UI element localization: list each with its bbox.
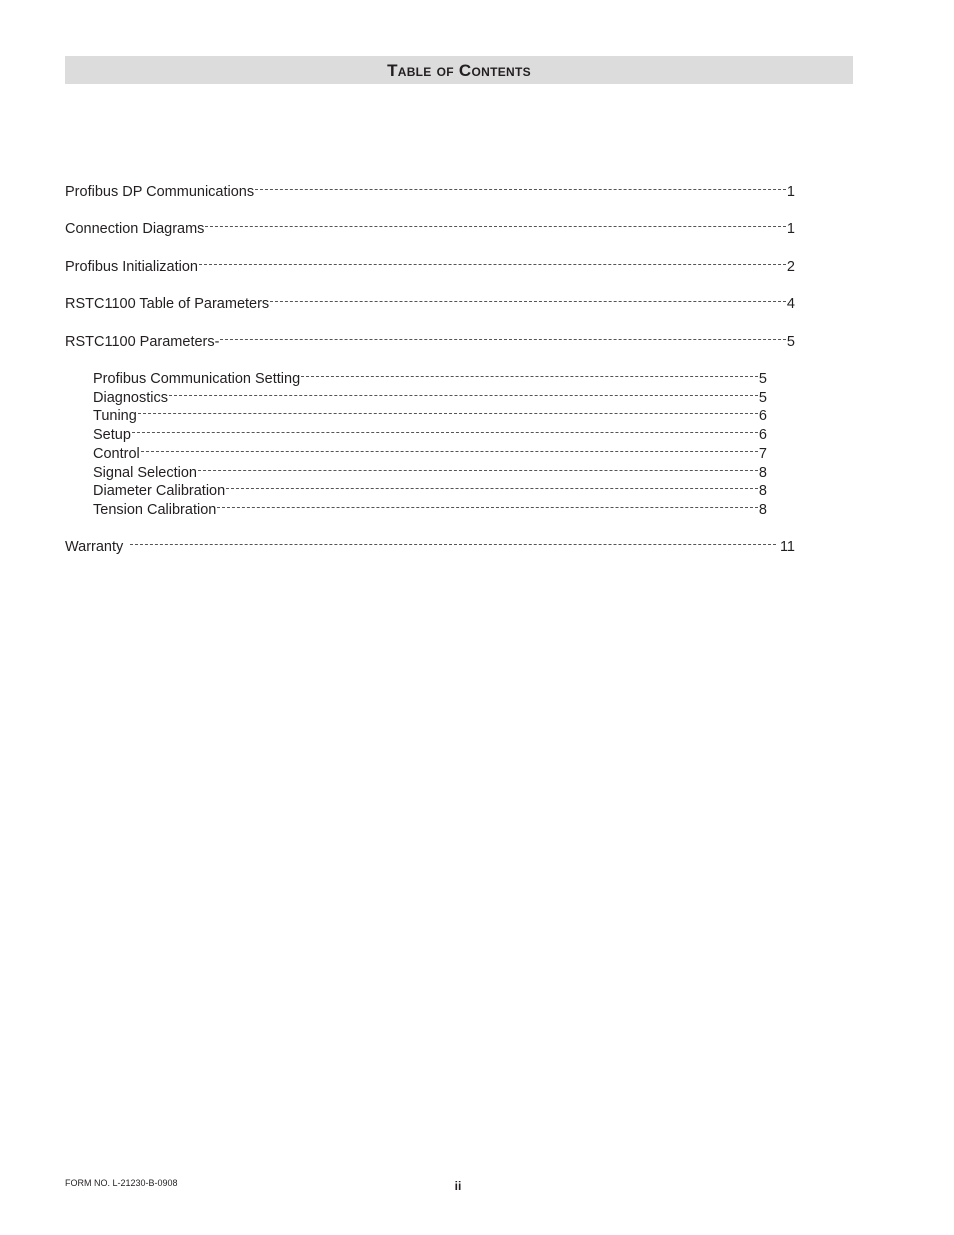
toc-leader xyxy=(220,328,785,346)
toc-entry-page: 5 xyxy=(758,390,767,406)
toc-entry-page: 7 xyxy=(758,446,767,462)
page-title: Table of Contents xyxy=(387,61,531,80)
toc-entry-label: Profibus Communication Setting xyxy=(93,371,301,387)
toc-leader xyxy=(198,459,758,477)
toc-entry-page: 11 xyxy=(779,539,795,555)
toc-entry-page: 6 xyxy=(758,408,767,424)
toc-entry-label: Diagnostics xyxy=(93,390,168,406)
toc-entry-page: 4 xyxy=(786,296,795,312)
toc-leader xyxy=(205,215,785,233)
toc-entry-page: 5 xyxy=(786,334,795,350)
toc-entry-warranty[interactable] xyxy=(65,533,795,556)
toc-entry-page: 1 xyxy=(786,184,795,200)
toc-entry-table-of-parameters[interactable] xyxy=(65,290,795,313)
toc-entry-label: Signal Selection xyxy=(93,465,197,481)
toc-leader xyxy=(255,178,786,196)
toc-entry-page: 6 xyxy=(758,427,767,443)
toc-entry-label: Connection Diagrams xyxy=(65,221,205,237)
toc-leader xyxy=(138,402,758,420)
toc-entry-page: 8 xyxy=(758,465,767,481)
toc-entry-label: Warranty xyxy=(65,539,124,555)
toc-entry-label: Tuning xyxy=(93,408,137,424)
toc-leader xyxy=(217,496,758,514)
toc-leader xyxy=(141,440,758,458)
toc-entry-label: Profibus DP Communications xyxy=(65,184,255,200)
toc-entry-page: 1 xyxy=(786,221,795,237)
toc-entry-parameters[interactable] xyxy=(65,328,795,351)
toc-leader xyxy=(301,365,758,383)
title-bar xyxy=(65,56,853,84)
toc-leader xyxy=(169,384,758,402)
toc-entry-label: Setup xyxy=(93,427,131,443)
toc-entry-label: Profibus Initialization xyxy=(65,259,198,275)
toc-subentry-tension-calibration[interactable] xyxy=(93,496,767,519)
toc-leader xyxy=(130,533,776,551)
toc-entry-label: RSTC1100 Table of Parameters xyxy=(65,296,270,312)
toc-entry-page: 5 xyxy=(758,371,767,387)
toc-leader xyxy=(199,253,786,271)
toc-entry-label: RSTC1100 Parameters- xyxy=(65,334,220,350)
toc-leader xyxy=(226,477,758,495)
toc-entry-page: 8 xyxy=(758,502,767,518)
toc-leader xyxy=(270,290,786,308)
toc-entry-page: 8 xyxy=(758,483,767,499)
toc-entry-label: Tension Calibration xyxy=(93,502,217,518)
form-number: FORM NO. L-21230-B-0908 xyxy=(65,1178,178,1188)
toc-leader xyxy=(132,421,758,439)
toc-entry-label: Diameter Calibration xyxy=(93,483,226,499)
toc-entry-connection-diagrams[interactable] xyxy=(65,215,795,238)
toc-entry-page: 2 xyxy=(786,259,795,275)
page-number: ii xyxy=(454,1179,462,1193)
toc-entry-profibus-dp-communications[interactable] xyxy=(65,178,795,201)
toc-entry-label: Control xyxy=(93,446,140,462)
toc-entry-profibus-initialization[interactable] xyxy=(65,253,795,276)
